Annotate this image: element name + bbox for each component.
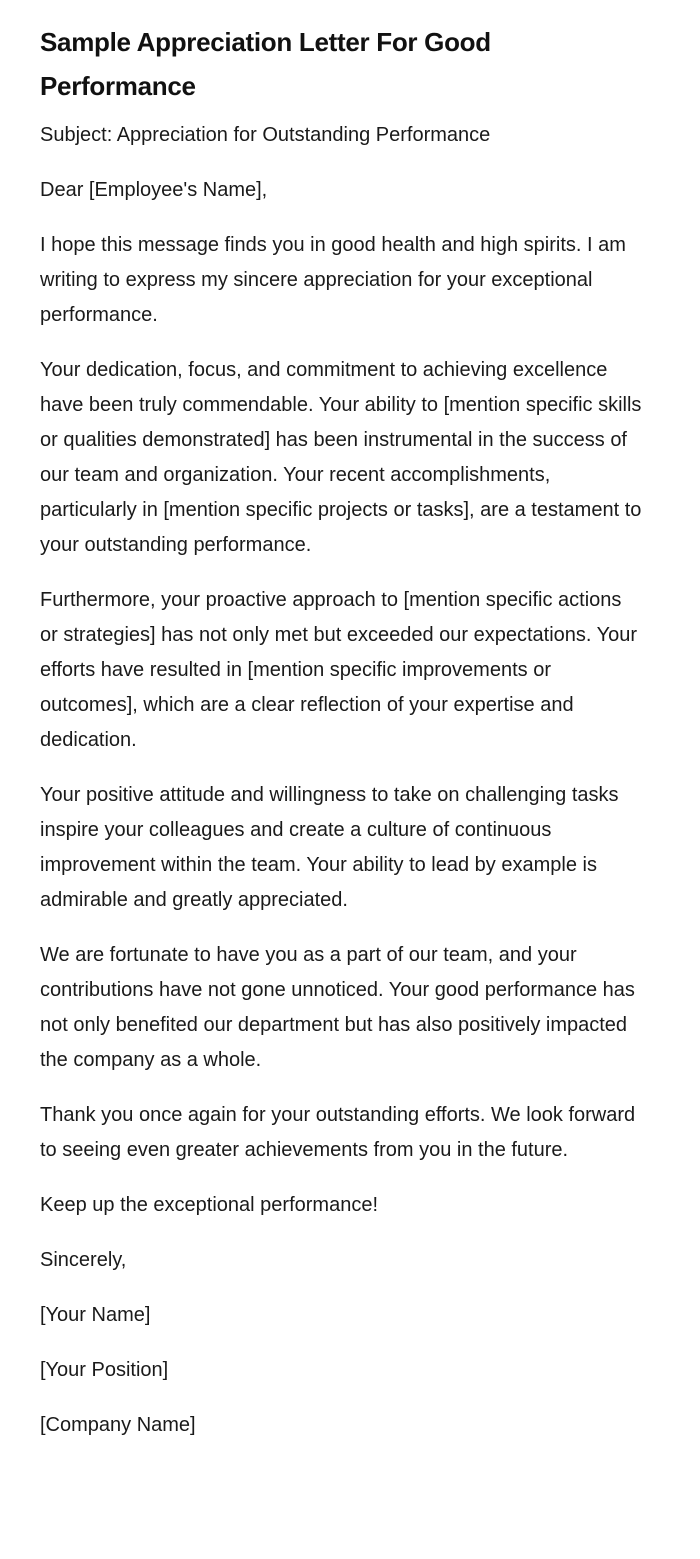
letter-paragraph-contributions: We are fortunate to have you as a part of our team, and your contributions have not gone unnoticed. Your good performance has not only benefited our department but has also positively impacted the company as a whole. <box>40 944 635 1071</box>
letter-paragraph-thanks: Thank you once again for your outstanding efforts. We look forward to seeing even greater achievements from you in the future. <box>40 1104 636 1161</box>
letter-paragraph-intro: I hope this message finds you in good health and high spirits. I am writing to express my sincere appreciation for your exceptional performance. <box>40 234 626 326</box>
letter-subject: Subject: Appreciation for Outstanding Performance <box>40 124 491 146</box>
letter-closing: Sincerely, <box>40 1249 127 1271</box>
letter-paragraph-attitude: Your positive attitude and willingness to take on challenging tasks inspire your colleagues and create a culture of continuous improvement within the team. Your ability to lead by example is admirable and greatly appreciated. <box>40 784 619 911</box>
letter-paragraph-encouragement: Keep up the exceptional performance! <box>40 1194 378 1216</box>
letter-paragraph-dedication: Your dedication, focus, and commitment to achieving excellence have been truly commendable. Your ability to [mention specific skills or qualities demonstrated] has been instrumental in the success of our team and organization. Your recent accomplishments, particularly in [mention specific projects or tasks], are a testament to your outstanding performance. <box>40 359 642 556</box>
signature-name: [Your Name] <box>40 1304 151 1326</box>
letter-paragraph-proactive: Furthermore, your proactive approach to [mention specific actions or strategies] has not only met but exceeded our expectations. Your efforts have resulted in [mention specific improvements or outcomes], which are a clear reflection of your expertise and dedication. <box>40 589 638 751</box>
letter-title: Sample Appreciation Letter For Good Performance <box>40 27 491 101</box>
signature-company: [Company Name] <box>40 1414 196 1436</box>
signature-position: [Your Position] <box>40 1359 169 1381</box>
letter-salutation: Dear [Employee's Name], <box>40 179 268 201</box>
